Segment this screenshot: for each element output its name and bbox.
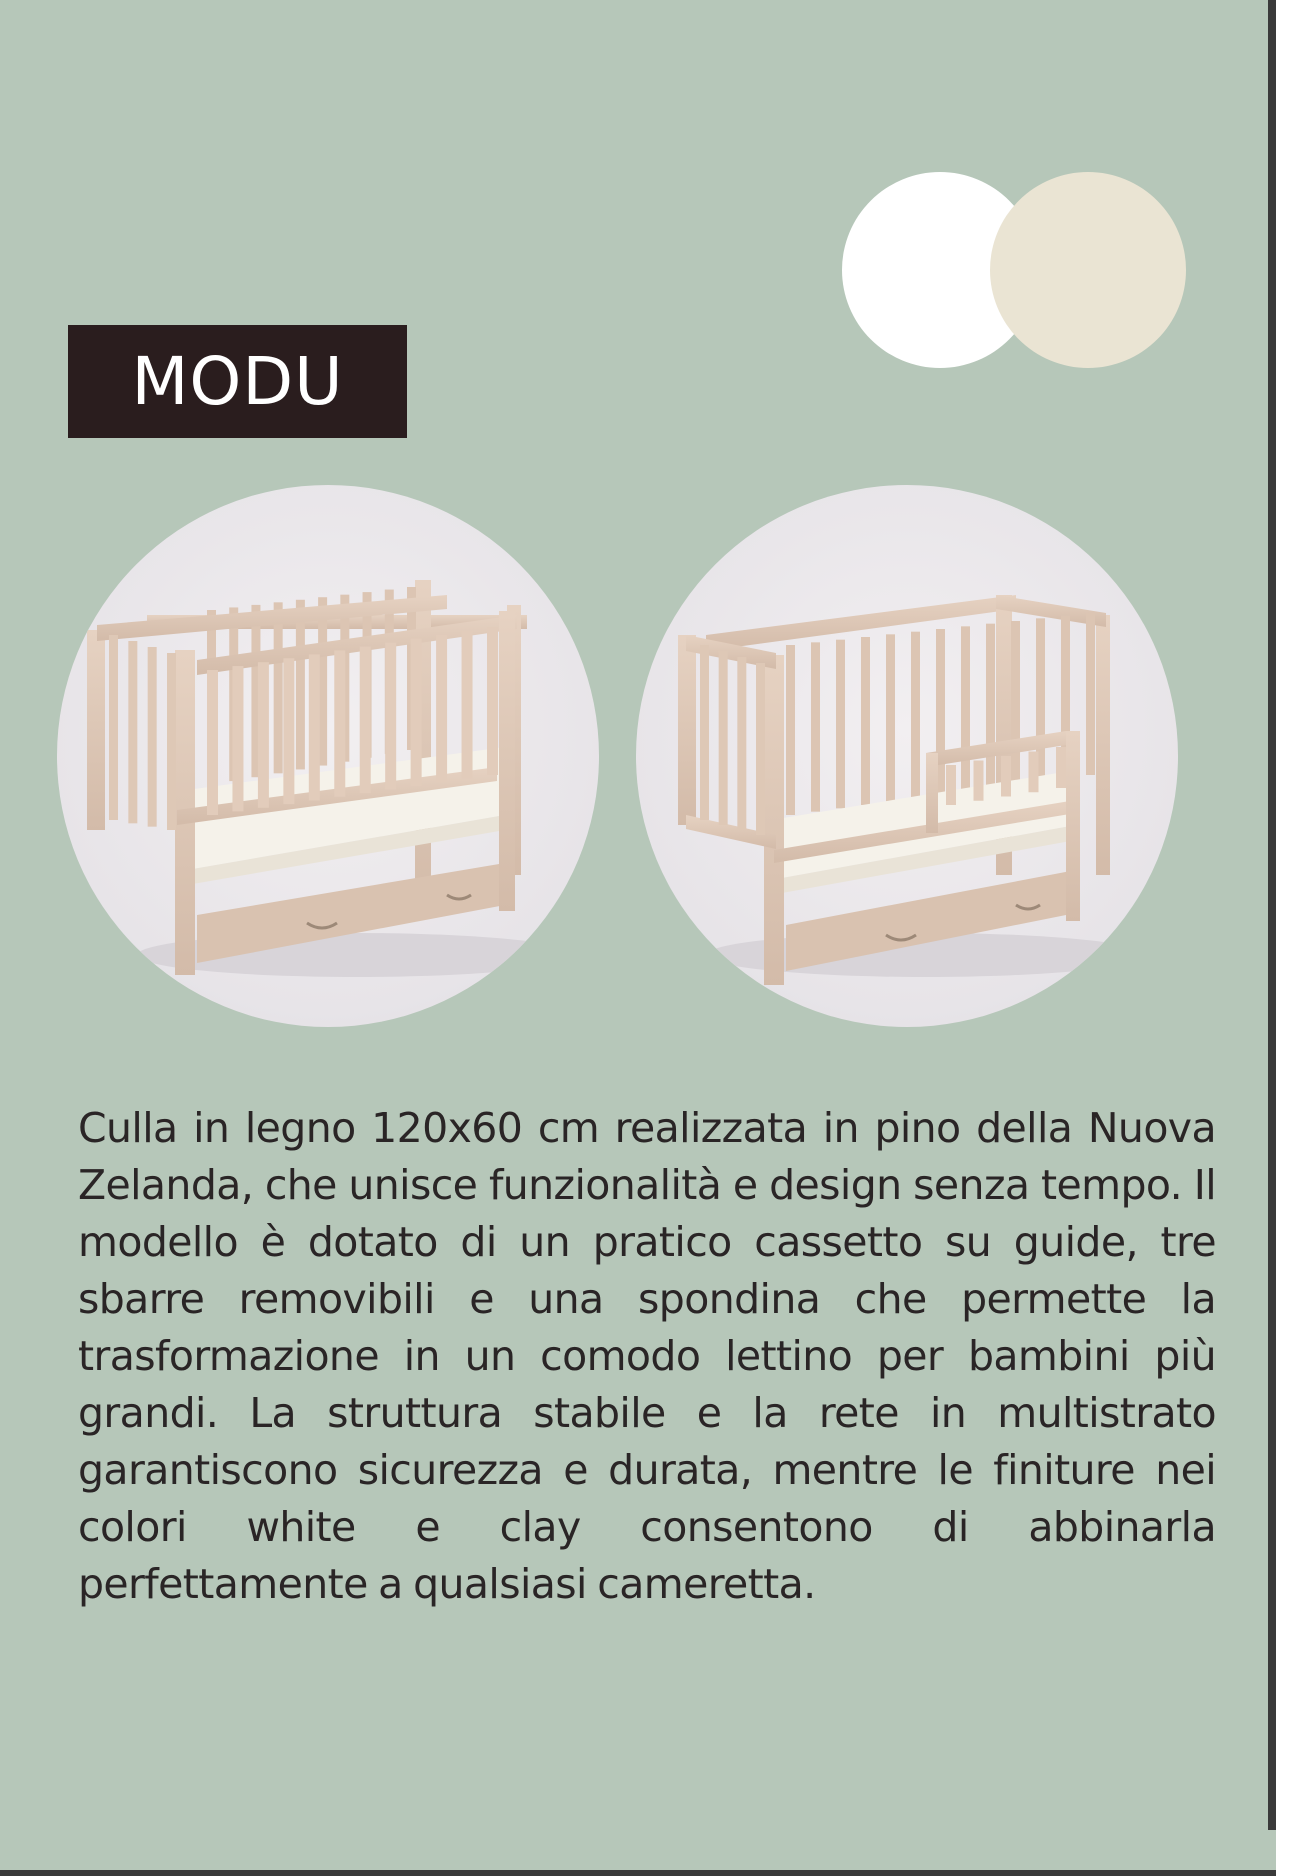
crib-slat [1029, 752, 1039, 793]
crib-slat [911, 632, 920, 799]
crib-photo-toddler-bed [636, 485, 1178, 1027]
page-edge-line [1268, 0, 1276, 1830]
crib-slat [128, 641, 137, 823]
crib-slat [811, 642, 820, 811]
crib-slat [946, 765, 956, 805]
crib-slat [719, 651, 728, 825]
crib-slat [436, 635, 447, 782]
crib-illustration-full [57, 485, 599, 1027]
crib-slat [258, 662, 269, 808]
product-title: MODU [131, 342, 344, 420]
crib-slat [886, 634, 895, 801]
crib-slat [334, 650, 345, 796]
crib-slat [274, 602, 283, 773]
crib-slat [861, 637, 870, 805]
crib-slat [296, 600, 305, 770]
crib-slat [737, 657, 746, 830]
crib-slat [1001, 756, 1011, 797]
crib-slat [986, 624, 995, 789]
page-bottom-line [0, 1870, 1276, 1876]
crib-slat [283, 658, 294, 804]
page-edge [1276, 0, 1290, 1876]
product-title-box [68, 325, 407, 438]
crib-slat [1086, 613, 1095, 775]
crib-slat [487, 627, 498, 775]
crib-slat [207, 670, 218, 815]
crib-slat [1011, 621, 1020, 785]
crib-slat [786, 645, 795, 815]
crib-slat [756, 663, 765, 835]
crib-slat [974, 761, 984, 801]
crib-slat [961, 626, 970, 791]
crib-slat [700, 645, 709, 820]
crib-slat [411, 639, 422, 786]
product-description: Culla in legno 120x60 cm realizzata in pino della Nuova Zelanda, che unisce funzionalità e design senza tempo. Il modello è dotato di un pratico cassetto su guide, tre sbarre removibili e una spondina che permette la trasformazione in un comodo lettino per bambini più grandi. La struttura stabile e la rete in multistrato garantiscono sicurezza e durata, mentre le finiture nei colori white e clay consentono di abbinarla perfettamente a qualsiasi cameretta. [78, 1104, 1216, 1608]
crib-slat [1056, 747, 1066, 788]
crib-slat [148, 647, 157, 827]
crib-slat [836, 640, 845, 809]
crib-slat [462, 631, 473, 779]
crib-slat [109, 635, 118, 820]
crib-photo-full-rails [57, 485, 599, 1027]
crib-slat [385, 643, 396, 790]
crib-illustration-toddler [636, 485, 1178, 1027]
color-swatch-clay[interactable] [990, 172, 1186, 368]
crib-slat [232, 666, 243, 811]
crib-slat [167, 653, 176, 830]
crib-slat [309, 654, 320, 800]
crib-slat [360, 647, 371, 794]
